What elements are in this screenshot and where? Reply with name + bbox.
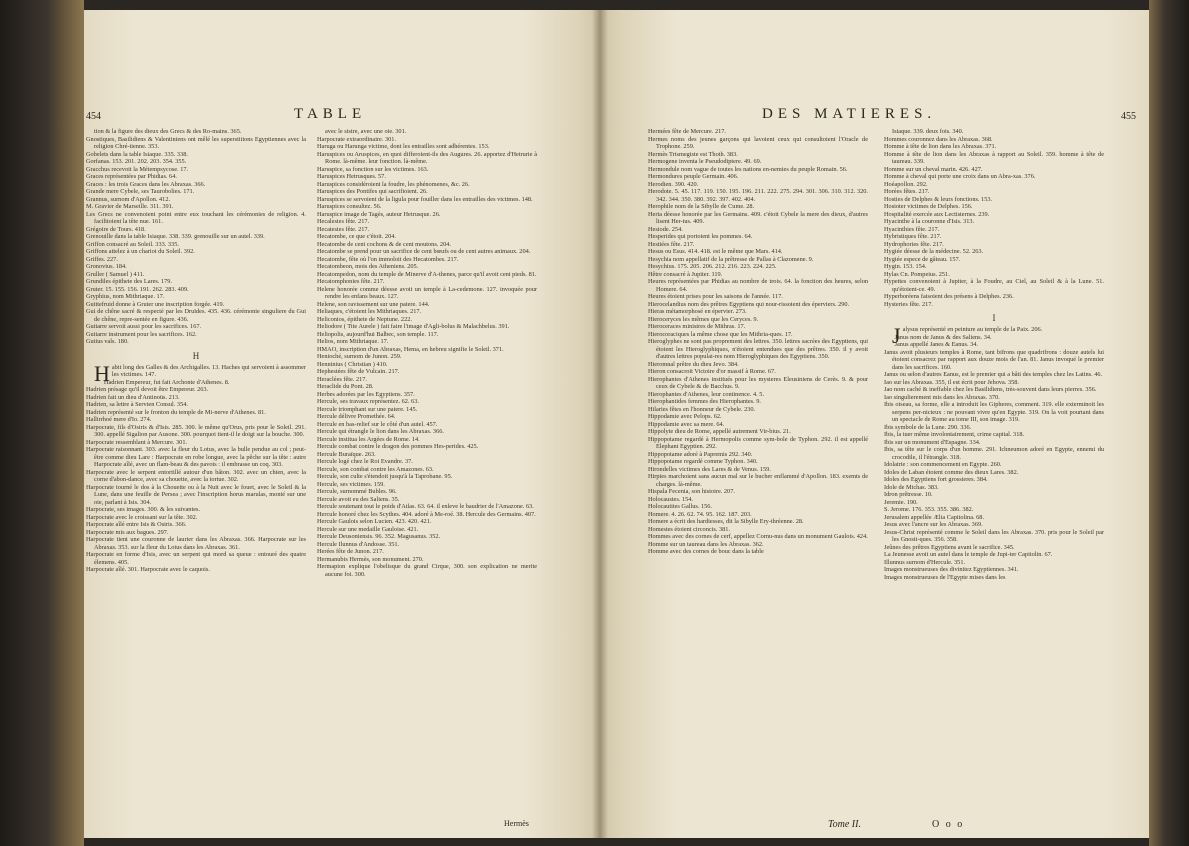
index-entry: Hygiée déesse de la médecine. 52. 263. bbox=[884, 248, 984, 255]
index-entry: Homme avec des cornes de bouc dans la table bbox=[648, 548, 764, 555]
index-entry: M. Gravier de Marseille. 311. 391. bbox=[86, 203, 174, 210]
index-entry: Jerusalem appellée Ælia Capitolina. 68. bbox=[884, 513, 985, 521]
index-entry: Hercule sur une medaille Gauloise. 421. bbox=[317, 525, 419, 533]
index-entry: Heliconios, épithete de Neptune. 222. bbox=[317, 315, 412, 323]
index-entry: Ibis oiseau, sa forme, elle a introduit les Gipheres, comment. 319. elle exterminoit les serpens per-nicieux : ne pouvant vivre qu'en Egypte. 319. On la voit pourtant dans un spectacle de Rome au tome III, son image. 319. bbox=[884, 401, 1104, 423]
index-entry: Guittefruid donne à Gruter une inscription forgée. 419. bbox=[86, 300, 225, 308]
right-column-2 bbox=[884, 128, 1104, 818]
signature-mark: O o o bbox=[932, 819, 965, 830]
index-entry: Hieron consacroit Victoire d'or massif à Rome. 67. bbox=[648, 368, 776, 375]
index-entry: Hecalesies fête. 217. bbox=[317, 218, 370, 225]
index-entry: Ibis, la tuer même involontairement, crime capital. 318. bbox=[884, 431, 1025, 438]
index-entry: Idoles de Laban étoient comme des dieux Lares. 382. bbox=[884, 468, 1019, 476]
index-entry: Hippodamie avec Pelops. 62. bbox=[648, 413, 722, 420]
section-letter: H bbox=[192, 350, 200, 361]
index-entry: Holocautites Gallus. 156. bbox=[648, 503, 713, 510]
index-entry: Harpocrate en forme d'Isis, avec un serpent qui mord sa queue : entouré des quatre élemens. 405. bbox=[86, 551, 306, 566]
index-entry: Haruspices ou Aruspices, en quoi differoient-ils des Augures. 26. apportez d'Hetrurie à Rome. là-même. leur fonction. là-même. bbox=[317, 150, 537, 165]
index-entry: Harpocrate aîlé. 301. Harpocrate avec le caquois. bbox=[86, 566, 210, 573]
index-entry: Heures représentées par Phidias au nombre de trois. 64. la fonction des heures, selon Homere. 64. bbox=[648, 278, 868, 293]
index-entry: Haruspices considéroient la foudre, les phénomenes, &c. 26. bbox=[317, 180, 470, 188]
index-entry: Haruspice image de Tagès, auteur Hetrusque. 26. bbox=[317, 210, 441, 218]
left-page bbox=[84, 10, 600, 838]
index-entry: Images monstrueuses des divinitez Egyptiennes. 341. bbox=[884, 566, 1019, 573]
index-entry: Grundiles épithete des Lares. 179. bbox=[86, 278, 173, 285]
index-entry: Hierocoraciques la même chose que les Mithria-ques. 17. bbox=[648, 330, 793, 338]
index-entry: Hecatompedon, nom du temple de Minerve d'A-thenes, parce qu'il avoit cent pieds. 81. bbox=[317, 270, 537, 278]
index-entry: Hygiée espece de gâteau. 157. bbox=[884, 255, 961, 263]
index-entry: Hylas Cn. Pompeius. 251. bbox=[884, 270, 950, 278]
index-entry: Hieroceraces ministres de Mithras. 17. bbox=[648, 323, 746, 330]
index-entry: Les Grecs ne convenoient point entre eux touchant les cérémonies de religion. 4. facilitoient la tête nue. 161. bbox=[86, 210, 306, 225]
index-entry: Hommes avec des cornes de cerf, appellez Cornu-nus dans un monument Gaulois. 424. bbox=[648, 533, 868, 540]
index-entry: Guitarre instrument pour les sacrifices. 162. bbox=[86, 330, 197, 338]
index-entry: Hysteries fête. 217. bbox=[884, 300, 933, 308]
index-entry: Helene, son ravissement sur une patere. 144. bbox=[317, 300, 430, 308]
index-entry: Griffon consacré au Soleil. 333. 335. bbox=[86, 240, 179, 248]
index-entry: Hercule Deusoniensis. 96. 352. Magusanus. 352. bbox=[317, 533, 441, 540]
index-entry: Hommes couronnez dans les Abraxas. 368. bbox=[884, 135, 993, 143]
left-column-2 bbox=[317, 128, 537, 818]
index-entry: Gryphius, nom Mithriaque. 17. bbox=[86, 293, 165, 300]
index-entry: Griffons attelez à un chariot du Soleil. 392. bbox=[86, 248, 195, 255]
index-entry: Hestiées fête. 217. bbox=[648, 240, 695, 248]
index-entry: Hierophantides femmes des Hierophantes. 9. bbox=[648, 398, 761, 405]
index-entry: Hecatombe de cent cochons & de cent moutons. 204. bbox=[317, 240, 451, 248]
index-entry: avec le sistre, avec une oie. 301. bbox=[325, 128, 407, 135]
index-entry: Hadrien présage qu'il devoit être Empereur. 263. bbox=[86, 386, 209, 393]
index-entry: Haruspices Hetrusques. 57. bbox=[317, 173, 386, 180]
running-head-left: TABLE bbox=[294, 106, 367, 122]
index-entry: Harpocrate tient une couronne de laurier dans les Abraxas. 366. Harpocrate sur les Abraxas. 353. sur la fleur du Lotus dans les Abraxas. 361. bbox=[86, 536, 306, 551]
index-entry: Idron prêtresse. 10. bbox=[884, 491, 933, 498]
index-entry: S. Jerome. 176. 353. 355. 386. 382. bbox=[884, 506, 974, 513]
index-entry: Harpocrate extraordinaire. 301. bbox=[317, 135, 397, 143]
index-entry: Ibis, sa tête sur le corps d'un homme. 291. Ichneumon adoré en Egypte, ennemi du crocodile, il l'étrangle. 318. bbox=[884, 446, 1104, 461]
index-entry: HMAO, inscription d'un Abraxas, Hema, en hebreu signifie le Soleil. 371. bbox=[317, 345, 504, 353]
index-entry: Hercule Buraïque. 263. bbox=[317, 450, 376, 458]
index-entry: Harpocrate raisonnant. 303. avec la fleur du Lotus, avec la bulle pendue au col ; peut-être comme dieu Lare : Harpocrate en robe longue, avec la pêche sur la tête : autre Harpocrate aîlé, avec un flam-beau & des pavots : il embrasse un coq. 303. bbox=[86, 446, 306, 468]
index-entry: Heliodore ( Tite Aurele ) fait faire l'image d'Agli-bolus & Malachbelus. 391. bbox=[317, 323, 510, 330]
index-entry: Herodote. 5. 45. 117. 119. 150. 195. 196. 211. 222. 275. 294. 301. 306. 310. 312. 320. 342. 344. 350. 380. 392. 397. 402. 404. bbox=[648, 188, 868, 203]
index-entry: Hispala Fecenia, son histoire. 207. bbox=[648, 488, 735, 495]
index-entry: Isiaque. 339. deux fois. 340. bbox=[892, 128, 964, 135]
index-entry: Homestes étoient circoncis. 381. bbox=[648, 525, 731, 533]
index-entry: Hermogene inventa le Pseudodiptere. 49. 69. bbox=[648, 158, 762, 165]
index-entry: Gutius vals. 180. bbox=[86, 338, 129, 345]
index-entry: Hypettes convenoient à Jupiter, à la Foudre, au Ciel, au Soleil & à la Lune. 51. qu'étoient-ce. 49. bbox=[884, 278, 1104, 293]
index-entry: Illunnus surnom d'Hercule. 351. bbox=[884, 558, 966, 566]
index-entry: Images monstrueuses de l'Egypte mises dans les bbox=[884, 573, 1006, 581]
index-entry: Harpocrate, fils d'Osiris & d'Isis. 285. 300. le même qu'Orus, pris pour le Soleil. 291. 300. appellé Sigalion par Ausone. 300. pourquoi tient-il le doigt sur la bouche. 300. bbox=[86, 423, 306, 438]
index-entry: Homme sur un cheval marin. 426. 427. bbox=[884, 165, 983, 173]
index-entry: Habit long des Galles & des Archigalles. 13. Haches qui servoient à assommer les victimes. 147. bbox=[94, 360, 306, 386]
index-entry: Gracchus recevoit la Métempsycose. 17. bbox=[86, 165, 189, 173]
index-entry: Hecatombeon, mois des Atheniens. 205. bbox=[317, 263, 419, 270]
index-entry: Hêtre consacré à Jupiter. 119. bbox=[648, 270, 723, 278]
index-entry: Jeûnes des prêtres Egyptiens avant le sacrifice. 345. bbox=[884, 543, 1015, 551]
index-entry: Hesiode. 254. bbox=[648, 225, 683, 233]
index-entry: Hermes noms des jeunes garçons qui lavoient ceux qui consultoient l'Oracle de Trophone. 259. bbox=[648, 135, 868, 150]
index-entry: Heliaques, c'étoient les Mithriaques. 217. bbox=[317, 308, 422, 315]
index-entry: Haruspice, sa fonction sur les victimes. 163. bbox=[317, 165, 429, 173]
index-entry: Jesus-Christ représenté comme le Soleil dans les Abraxas. 370. pris pour le Soleil par les Gnosti-ques. 356. 358. bbox=[884, 528, 1104, 543]
index-entry: Hephestées fête de Vulcain. 217. bbox=[317, 368, 400, 375]
index-entry: Hercule combat contre le dragon des pommes Hes-perides. 425. bbox=[317, 443, 479, 450]
index-entry: Hermapion explique l'obelisque du grand Cirque, 300. son explication ne merite aucune foi. 300. bbox=[317, 563, 537, 578]
index-entry: Hoéapollon. 292. bbox=[884, 180, 928, 188]
index-entry: Hermondures peuple Germain. 406. bbox=[648, 173, 739, 180]
index-entry: Hercule en bas-relief sur le côté d'un autel. 457. bbox=[317, 420, 438, 428]
page-number-left: 454 bbox=[86, 111, 101, 122]
index-entry: Gorfanas. 153. 201. 202. 203. 354. 355. bbox=[86, 158, 187, 165]
book-cover-left bbox=[0, 0, 84, 846]
index-entry: Hermées fête de Mercure. 217. bbox=[648, 128, 726, 135]
index-entry: Hercule, ses travaux représentez. 62. 63. bbox=[317, 398, 419, 405]
index-entry: Heliopolis, aujourd'hui Balbec, son temple. 117. bbox=[317, 330, 439, 338]
index-entry: Hermondule nom vague de toutes les nations en-nemies du peuple Romain. 56. bbox=[648, 165, 848, 173]
index-entry: Hyperboréens faisoient des présens à Delphes. 236. bbox=[884, 293, 1014, 300]
index-entry: Hippopotame regardé comme Typhon. 340. bbox=[648, 458, 758, 465]
index-entry: Hercule délivre Promethée. 64. bbox=[317, 413, 396, 420]
index-entry: Janus ou selon d'autres Eanus, est le premier qui a bâti des temples chez les Latins. 46. bbox=[884, 371, 1103, 378]
index-entry: Helios, nom Mithriaque. 17. bbox=[317, 338, 389, 345]
book-gutter bbox=[592, 10, 608, 838]
index-entry: Hercule triomphant sur une patere. 145. bbox=[317, 405, 418, 413]
index-entry: Hercule qui étrangle le lion dans les Abraxas. 366. bbox=[317, 428, 444, 435]
index-entry: Herbes adorées par les Egyptiens. 357. bbox=[317, 390, 415, 398]
catchword: Hermès bbox=[504, 819, 529, 828]
index-entry: Idoles des Egyptiens fort grossieres. 384. bbox=[884, 476, 988, 483]
index-entry: Hermès Trismegiste est Thoth. 383. bbox=[648, 150, 738, 158]
left-column-1 bbox=[86, 128, 306, 818]
index-entry: Iao singulierement mis dans les Abraxas. 370. bbox=[884, 393, 1000, 401]
index-entry: Herées fête de Junon. 217. bbox=[317, 548, 384, 555]
index-entry: Hippolyte dieu de Rome, appellé autrement Vir-bius. 21. bbox=[648, 428, 791, 435]
index-entry: Gui de chêne sacré & respecté par les Druïdes. 435. 436. cérémonie singuliere du Gui de chêne, repre-sentée en figure. 436. bbox=[86, 308, 306, 323]
index-entry: Janus appellé Janes & Eanus. 34. bbox=[894, 341, 978, 348]
index-entry: tion & la figure des dieux des Grecs & des Ro-mains. 365. bbox=[94, 128, 242, 135]
index-entry: Gronovius. 184. bbox=[86, 263, 127, 270]
index-entry: Harpocrate avec le serpent entortillé autour d'un bâton. 302. avec un chien, avec la corne d'abon-dance, avec sa chouette, avec la tortue. 302. bbox=[86, 468, 306, 483]
index-entry: Homme à cheval qui porte une croix dans un Abra-xas. 376. bbox=[884, 173, 1036, 180]
index-entry: Hesychia nom appellatif de la prêtresse de Pallas à Clazomene. 9. bbox=[648, 255, 814, 263]
right-column-1 bbox=[648, 128, 868, 818]
index-entry: Guitarre servoit aussi pour les sacrifices. 167. bbox=[86, 323, 202, 330]
index-entry: Hadrien Empereur, fut fait Archonte d'Athenes. 8. bbox=[103, 378, 230, 386]
index-entry: Hosties de Delphes & leurs fonctions. 153. bbox=[884, 195, 993, 203]
index-entry: Hecatombe, ce que c'étoit. 204. bbox=[317, 233, 396, 240]
index-entry: Jesus avec l'ancre sur les Abraxas. 369. bbox=[884, 521, 983, 528]
index-entry: Homere. 4. 26. 62. 74. 95. 162. 187. 203. bbox=[648, 510, 752, 518]
index-entry: Hippodamie avec sa mere. 64. bbox=[648, 420, 725, 428]
index-entry: Ibis symbole de la Lune. 290. 336. bbox=[884, 423, 972, 431]
index-entry: Iao sur les Abraxas. 355, il est écrit pour Jehova. 358. bbox=[884, 378, 1020, 386]
index-entry: Homme à tête de lion dans les Abraxas. 371. bbox=[884, 143, 997, 150]
index-entry: Jao nom caché & ineffable chez les Basilidiens, très-souvent dans leurs pierres. 356. bbox=[884, 386, 1097, 393]
index-entry: Hermanubis Hermès, son monument. 270. bbox=[317, 555, 424, 563]
index-entry: Hesychius. 175. 205. 206. 212. 216. 223. 224. 225. bbox=[648, 263, 777, 270]
drop-cap: J bbox=[892, 323, 901, 348]
index-entry: Graces : les trois Graces dans les Abraxas. 366. bbox=[86, 180, 206, 188]
section-letter: I bbox=[992, 313, 996, 323]
index-entry: Hospitalité exercée aux Lectisternes. 239. bbox=[884, 210, 990, 218]
index-entry: Haruspices consultez. 56. bbox=[317, 203, 382, 210]
index-entry: Hosioter victimes de Delphes. 156. bbox=[884, 203, 973, 210]
index-entry: Hercule, son culte s'étendoit jusqu'à la Taprobane. 95. bbox=[317, 473, 453, 480]
index-entry: Harpocrate aîlé entre Isis & Osiris. 366. bbox=[86, 521, 187, 528]
index-entry: Hadrien, sa lettre à Servien Consul. 354. bbox=[86, 401, 188, 408]
index-entry: Heraclide du Pont. 28. bbox=[317, 383, 374, 390]
index-entry: Griffes. 227. bbox=[86, 255, 118, 263]
index-entry: Henninius ( Christian ) 410. bbox=[317, 360, 388, 368]
index-entry: Hirondelles victimes des Lares & de Venus. 159. bbox=[648, 465, 771, 473]
index-entry: Henioché, surnom de Junon. 259. bbox=[317, 353, 402, 360]
index-entry: Hierophantes d'Athenes, leur continence. 4. 5. bbox=[648, 390, 765, 398]
index-entry: Hippopotame adoré à Papremis 292. 340. bbox=[648, 450, 753, 458]
index-entry: Gnostiques, Basilidiens & Valentiniens ont mêlé les superstitions Egyptiennes avec la religion Chré-tienne. 353. bbox=[86, 135, 306, 150]
index-entry: Hecatombe se prend pour un sacrifice de cent bœufs ou de cent autres animaux. 204. bbox=[317, 248, 531, 255]
index-entry: Hecatomphonies fête. 217. bbox=[317, 278, 385, 285]
index-entry: Idole de Michas. 383. bbox=[884, 483, 939, 491]
index-entry: Harpocrate ressemblant à Mercure. 301. bbox=[86, 438, 188, 446]
index-entry: Horées fêtes. 217. bbox=[884, 188, 930, 195]
index-entry: Haruspices se servoient de la ligula pour fouiller dans les entrailles des victimes. 148. bbox=[317, 195, 533, 203]
index-entry: Herta déesse honorée par les Germains. 409. c'étoit Cybele la mere des dieux, d'autres lisent Her-tus. 409. bbox=[648, 210, 868, 225]
index-entry: Hercule, surnommé Bubles. 96. bbox=[317, 488, 397, 495]
index-entry: Hercule honoré chez les Scythes. 404. adoré à Me-roé. 38. Hercule des Germains. 407. bbox=[317, 510, 536, 518]
index-entry: Hyacinthies fête. 217. bbox=[884, 225, 940, 233]
index-entry: Gruter. 15. 155. 156. 191. 262. 283. 409. bbox=[86, 285, 189, 293]
index-entry: Gobelets dans la table Isiaque. 335. 338. bbox=[86, 150, 188, 158]
index-entry: Grenouille dans la table Isiaque. 338. 339. grenouille sur un autel. 339. bbox=[86, 233, 265, 240]
index-entry: Helene honorée comme déesse avoit un temple à La-cedemone. 127. invoquée pour rendre les enfans beaux. 127. bbox=[317, 285, 537, 300]
running-head-right: DES MATIERES. bbox=[762, 106, 937, 122]
index-entry: Harpocrate, ses images. 300. & les suivantes. bbox=[86, 506, 201, 513]
index-entry: Ibis sur un monument d'Espagne. 334. bbox=[884, 438, 981, 446]
index-entry: Hesus ou Esus. 414. 418. est le même que Mars. 414. bbox=[648, 248, 783, 255]
index-entry: Hilaries fêtes en l'honneur de Cybele. 230. bbox=[648, 405, 756, 413]
index-entry: Hercule, ses victimes. 159. bbox=[317, 480, 385, 488]
index-entry: Homme à tête de lion dans les Abraxas à rapport au Soleil. 359. homme à tête de taureau. 339. bbox=[884, 150, 1104, 165]
index-entry: Idolatrie : son commencement en Egypte. 260. bbox=[884, 461, 1002, 468]
page-number-right: 455 bbox=[1121, 111, 1136, 122]
index-entry: Hercule soutenant tout le poids d'Atlas. 63. 64. il enleve le baudrier de l'Amazone. 63. bbox=[317, 503, 534, 510]
index-entry: Hieras métamorphosé en épervier. 273. bbox=[648, 308, 747, 315]
right-page bbox=[600, 10, 1149, 838]
book-cover-right bbox=[1149, 0, 1189, 846]
index-entry: Janus nom de Janus & des Saliens. 34. bbox=[894, 333, 992, 341]
index-entry: Herophile nom de la Sibylle de Cume. 28. bbox=[648, 203, 755, 210]
index-entry: Hadrien représenté sur le fronton du temple de Mi-nerve d'Athenes. 81. bbox=[86, 408, 266, 416]
index-entry: Hercule logé chez le Roi Evandre. 37. bbox=[317, 458, 413, 465]
index-entry: Holocaustes. 154. bbox=[648, 495, 693, 503]
index-entry: Hybristiques fête. 217. bbox=[884, 233, 942, 240]
index-entry: Hygin. 153. 154. bbox=[884, 263, 927, 270]
index-entry: Harpocrate tourné le dos à la Chouette ou à la Nuit avec le fouet, avec le Soleil & la Lune, dans une feuille de Persea ; avec l'inscription horus marulas, monté sur une oie, parlant à Isis. 304. bbox=[86, 483, 306, 506]
index-entry: Hieroglyphes ne sont pas proprement des lettres. 350. lettres sacrées des Egyptiens, qui étoient les Hieroglyphiques, n'étoient entendues que des prêtres. 350. il y avoit d'autres lettres populai-res nom Hieroglyphiques des Egyptiens. 350. bbox=[648, 338, 868, 360]
index-entry: Hirpies marchoient sans aucun mal sur le bucher enflammé d'Apollon. 183. exemts de charges. là-même. bbox=[648, 473, 868, 488]
index-entry: Hercule institua les Argées de Rome. 14. bbox=[317, 435, 420, 443]
index-entry: Haruspices des Pontifes qui sacrifioient. 26. bbox=[317, 188, 428, 195]
index-entry: Harpocrate avec le croissant sur la tête. 302. bbox=[86, 513, 198, 521]
index-entry: Hecatesies fête. 217. bbox=[317, 225, 370, 233]
index-entry: Haruga ou Harunga victime, dont les entrailles sont adhérentes. 153. bbox=[317, 143, 490, 150]
index-entry: Hercule Ilunnus d'Andosse. 351. bbox=[317, 540, 400, 548]
index-entry: Hierophantes d'Athenes institués pour les mysteres Eleusiniens de Cerès. 9. & pour ceux de Cybele & de Bacchus. 9. bbox=[648, 375, 868, 390]
index-entry: Grannus, surnom d'Apollon. 412. bbox=[86, 195, 171, 203]
index-entry: Grégoire de Tours. 418. bbox=[86, 225, 146, 233]
index-entry: Janus avoit plusieurs temples à Rome, tant bifrons que quadrifrons : douze autels lui étoient consacrez par rapport aux douze mois de l'an. 81. Janus invoqué le premier dans les sacrifices. 160. bbox=[884, 348, 1104, 371]
volume-label: Tome II. bbox=[828, 819, 861, 830]
index-entry: Hallirrhoé mere d'Io. 274. bbox=[86, 416, 152, 423]
index-entry: Hieromnal prêtre du dieu Jevo. 384. bbox=[648, 360, 739, 368]
index-entry: Jalysus représenté en peinture au temple de la Paix. 206. bbox=[892, 323, 1043, 348]
index-entry: Hadrien fait un dieu d'Antinoüs. 213. bbox=[86, 393, 180, 401]
index-entry: Gruller ( Samuel ) 411. bbox=[86, 270, 145, 278]
index-entry: Hecatombe, fête où l'on immoloit des Hecatombes. 217. bbox=[317, 255, 459, 263]
drop-cap: H bbox=[94, 360, 110, 386]
index-entry: Hercule Gaulois selon Lucien. 423. 420. 421. bbox=[317, 518, 432, 525]
index-entry: Hydrophories fête. 217. bbox=[884, 240, 944, 248]
index-entry: Harpocrate mis aux bagues. 297. bbox=[86, 528, 169, 536]
index-entry: Hierocelandius nom des prêtres Egyptiens qui nour-rissoient des éperviers. 290. bbox=[648, 300, 850, 308]
index-entry: Homere a écrit des hardiesses, dit la Sibylle Ery-thréenne. 28. bbox=[648, 518, 804, 525]
index-entry: Hercule avoit eu des Saliens. 35. bbox=[317, 495, 400, 503]
index-entry: Herodien. 390. 420. bbox=[648, 180, 699, 188]
index-entry: Hyacinthe à la couronne d'Isis. 313. bbox=[884, 218, 975, 225]
index-entry: Hercule, son combat contre les Amazones. 63. bbox=[317, 465, 434, 473]
index-entry: Hippopotame regardé à Hermopolis comme sym-bole de Typhon. 292. il est appellé Elephant Egyptien. 292. bbox=[648, 435, 868, 450]
index-entry: Hesperides qui portoient les pommes. 64. bbox=[648, 233, 753, 240]
index-entry: La Jeunesse avoit un autel dans le temple de Jupi-ter Capitolin. 67. bbox=[884, 551, 1053, 558]
index-entry: Grande mere Cybele, ses Taurobolies. 171. bbox=[86, 188, 195, 195]
index-entry: Heraclées fête. 217. bbox=[317, 375, 367, 383]
index-entry: Homme sur un taureau dans les Abraxas. 362. bbox=[648, 540, 764, 548]
index-entry: Graces représentées par Phidias. 64. bbox=[86, 173, 177, 180]
index-entry: Heures étoient prises pour les saisons de l'année. 117. bbox=[648, 293, 783, 300]
index-entry: Jeremie. 190. bbox=[884, 498, 918, 506]
index-entry: Hieroceryces les mêmes que les Ceryces. 9. bbox=[648, 315, 759, 323]
